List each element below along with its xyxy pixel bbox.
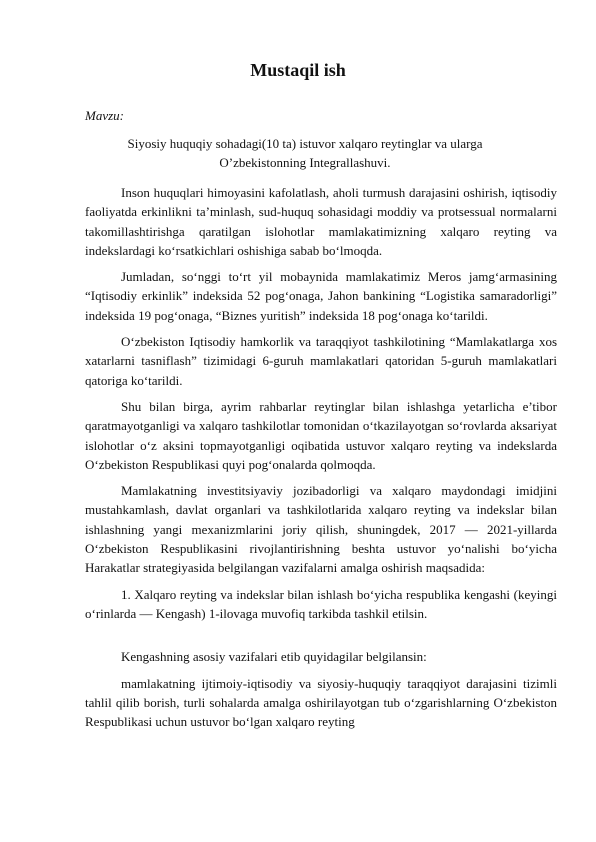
paragraph: mamlakatning ijtimoiy-iqtisodiy va siyosiy-huquqiy taraqqiyot darajasini tizimli tahlil qilib borish, turli sohalarda amalga oshirilayotgan tub o‘zgarishlarning O‘zbekiston Respublikasi uchun ustuvor bo‘lgan xalqaro reyting <box>85 675 557 730</box>
topic-label: Mavzu: <box>85 108 124 123</box>
document-title: Mustaqil ish <box>250 60 346 80</box>
paragraph: Shu bilan birga, ayrim rahbarlar reytinglar bilan ishlashga yetarlicha e’tibor qaratmayotganligi va xalqaro tashkilotlar tomonidan o‘tkazilayotgan so‘rovlarda aksariyat islohotlar o‘z aksini topmayotganligi oqibatida ustuvor xalqaro reyting va indekslarda O‘zbekiston Respublikasi quyi pog‘onalarda qolmoqda. <box>85 398 557 472</box>
paragraph: Kengashning asosiy vazifalari etib quyidagilar belgilansin: <box>121 649 427 665</box>
paragraph: 1. Xalqaro reyting va indekslar bilan ishlash bo‘yicha respublika kengashi (keyingi o‘rinlarda — Kengash) 1-ilovaga muvofiq tarkibda tashkil etilsin. <box>85 586 557 621</box>
paragraph: Mamlakatning investitsiyaviy jozibadorligi va xalqaro maydondagi imidjini mustahkamlash, davlat organlari va tashkilotlarida xalqaro reyting va indekslar bilan ishlashning yangi mexanizmlarini joriy qilish, shuningdek, 2017 — 2021-yillarda O‘zbekiston Respublikasini rivojlantirishning beshta ustuvor yo‘nalishi bo‘yicha Harakatlar strategiyasida belgilangan vazifalarni amalga oshirish maqsadida: <box>85 483 557 576</box>
topic-text: Siyosiy huquqiy sohadagi(10 ta) istuvor xalqaro reytinglar va ularga O’zbekistonning Integrallashuvi. <box>127 136 483 170</box>
paragraph: Jumladan, so‘nggi to‘rt yil mobaynida mamlakatimiz Meros jamg‘armasining “Iqtisodiy erkinlik” indeksida 52 pog‘onaga, Jahon bankining “Logistika samaradorligi” indeksida 19 pog‘onaga, “Biznes yuritish” indeksida 18 pog‘onaga ko‘tarildi. <box>85 269 557 323</box>
paragraph: Inson huquqlari himoyasini kafolatlash, aholi turmush darajasini oshirish, iqtisodiy faoliyatda erkinlikni ta’minlash, sud-huquq sohasidagi moddiy va protsessual normalarni takomillashtirishga qaratilgan islohotlar mamlakatimizning xalqaro reyting va indekslardagi ko‘rsatkichlari oshishiga sabab bo‘lmoqda. <box>85 185 557 258</box>
document-body <box>85 183 557 738</box>
paragraph: O‘zbekiston Iqtisodiy hamkorlik va taraqqiyot tashkilotining “Mamlakatlarga xos xatarlarni tasniflash” tizimidagi 6-guruh mamlakatlari qatoridan 5-guruh mamlakatlari qatoriga ko‘tarildi. <box>85 334 557 388</box>
